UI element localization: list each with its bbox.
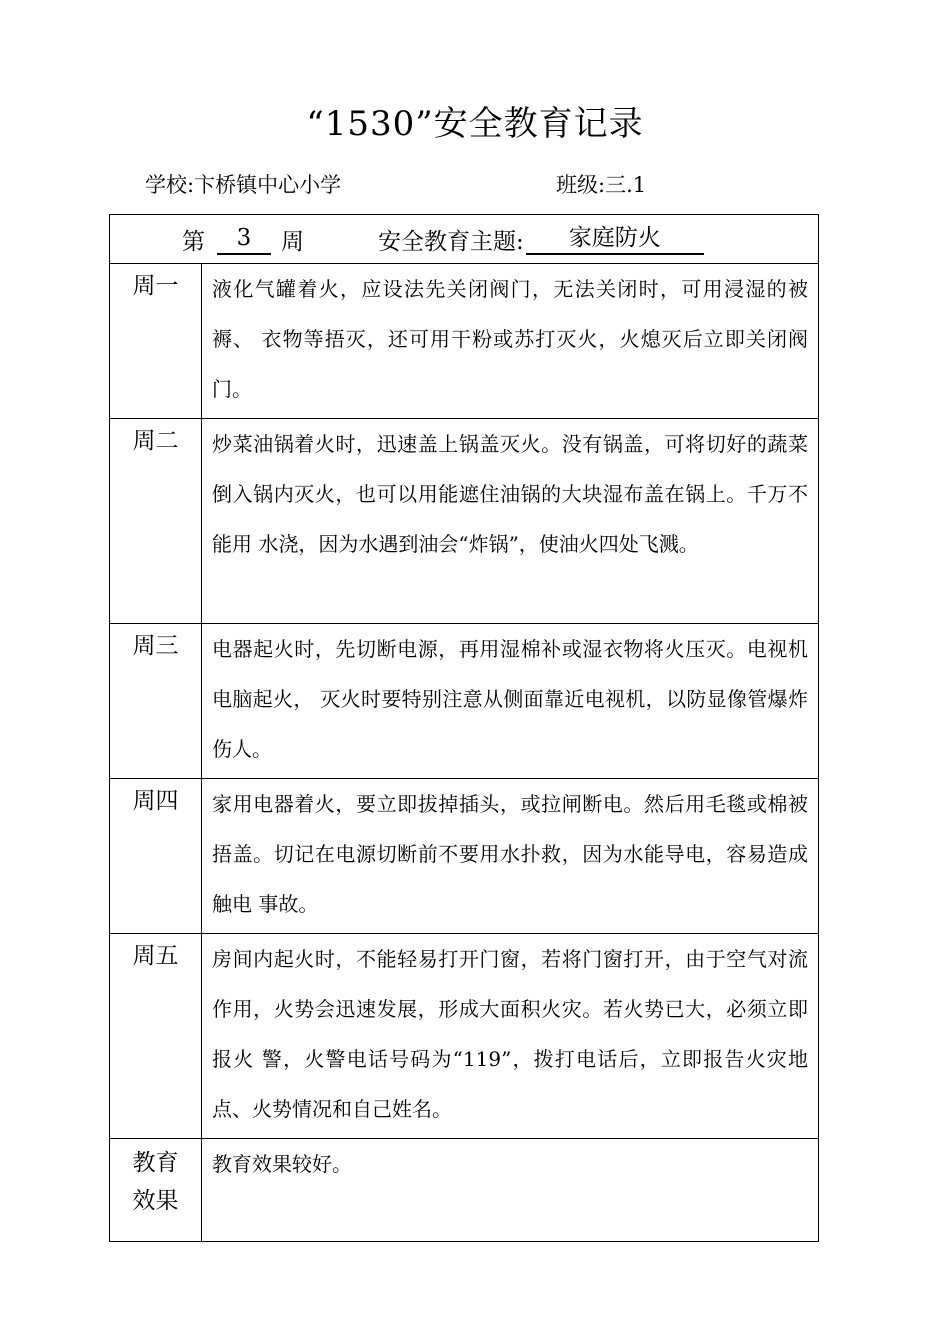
week-number: 3 [217,223,271,255]
day-label: 周五 [110,934,202,1139]
table-row [110,779,819,934]
document-title: “1530”安全教育记录 [306,104,644,144]
table-row [110,264,819,419]
table-row [110,624,819,779]
effect-row [110,1139,819,1242]
day-label: 周三 [110,624,202,779]
day-content: 液化气罐着火，应设法先关闭阀门，无法关闭时，可用浸湿的被褥、 衣物等捂灭，还可用干粉或苏打灭火，火熄灭后立即关闭阀门。 [202,264,819,419]
table-row [110,934,819,1139]
class-name: 班级:三.1 [556,173,647,197]
header-cell [110,215,819,264]
record-table [109,214,819,1242]
day-label: 周四 [110,779,202,934]
day-content: 房间内起火时，不能轻易打开门窗，若将门窗打开，由于空气对流作用，火势会迅速发展，形成大面积火灾。若火势已大，必须立即报火 警，火警电话号码为“119”，拨打电话后，立即报告火灾地点、火势情况和自己姓名。 [202,934,819,1139]
effect-content: 教育效果较好。 [202,1139,819,1242]
header-row [110,215,819,264]
day-content: 家用电器着火，要立即拔掉插头，或拉闸断电。然后用毛毯或棉被 捂盖。切记在电源切断前不要用水扑救，因为水能导电，容易造成触电 事故。 [202,779,819,934]
day-content: 炒菜油锅着火时，迅速盖上锅盖灭火。没有锅盖，可将切好的蔬菜 倒入锅内灭火，也可以用能遮住油锅的大块湿布盖在锅上。千万不能用 水浇，因为水遇到油会“炸锅”，使油火四处飞溅。 [202,419,819,624]
effect-label-line1: 教育 [132,1150,179,1176]
day-content: 电器起火时，先切断电源，再用湿棉补或湿衣物将火压灭。电视机 电脑起火， 灭火时要特别注意从侧面靠近电视机，以防显像管爆炸伤人。 [202,624,819,779]
school-name: 学校:卞桥镇中心小学 [145,173,342,197]
topic-value: 家庭防火 [526,223,704,255]
day-label: 周二 [110,419,202,624]
week-suffix: 周 [281,228,304,255]
effect-label-line2: 效果 [132,1188,179,1214]
week-prefix: 第 [182,228,205,255]
topic-label: 安全教育主题: [378,228,524,255]
table-row [110,419,819,624]
day-label: 周一 [110,264,202,419]
effect-label [110,1139,202,1242]
